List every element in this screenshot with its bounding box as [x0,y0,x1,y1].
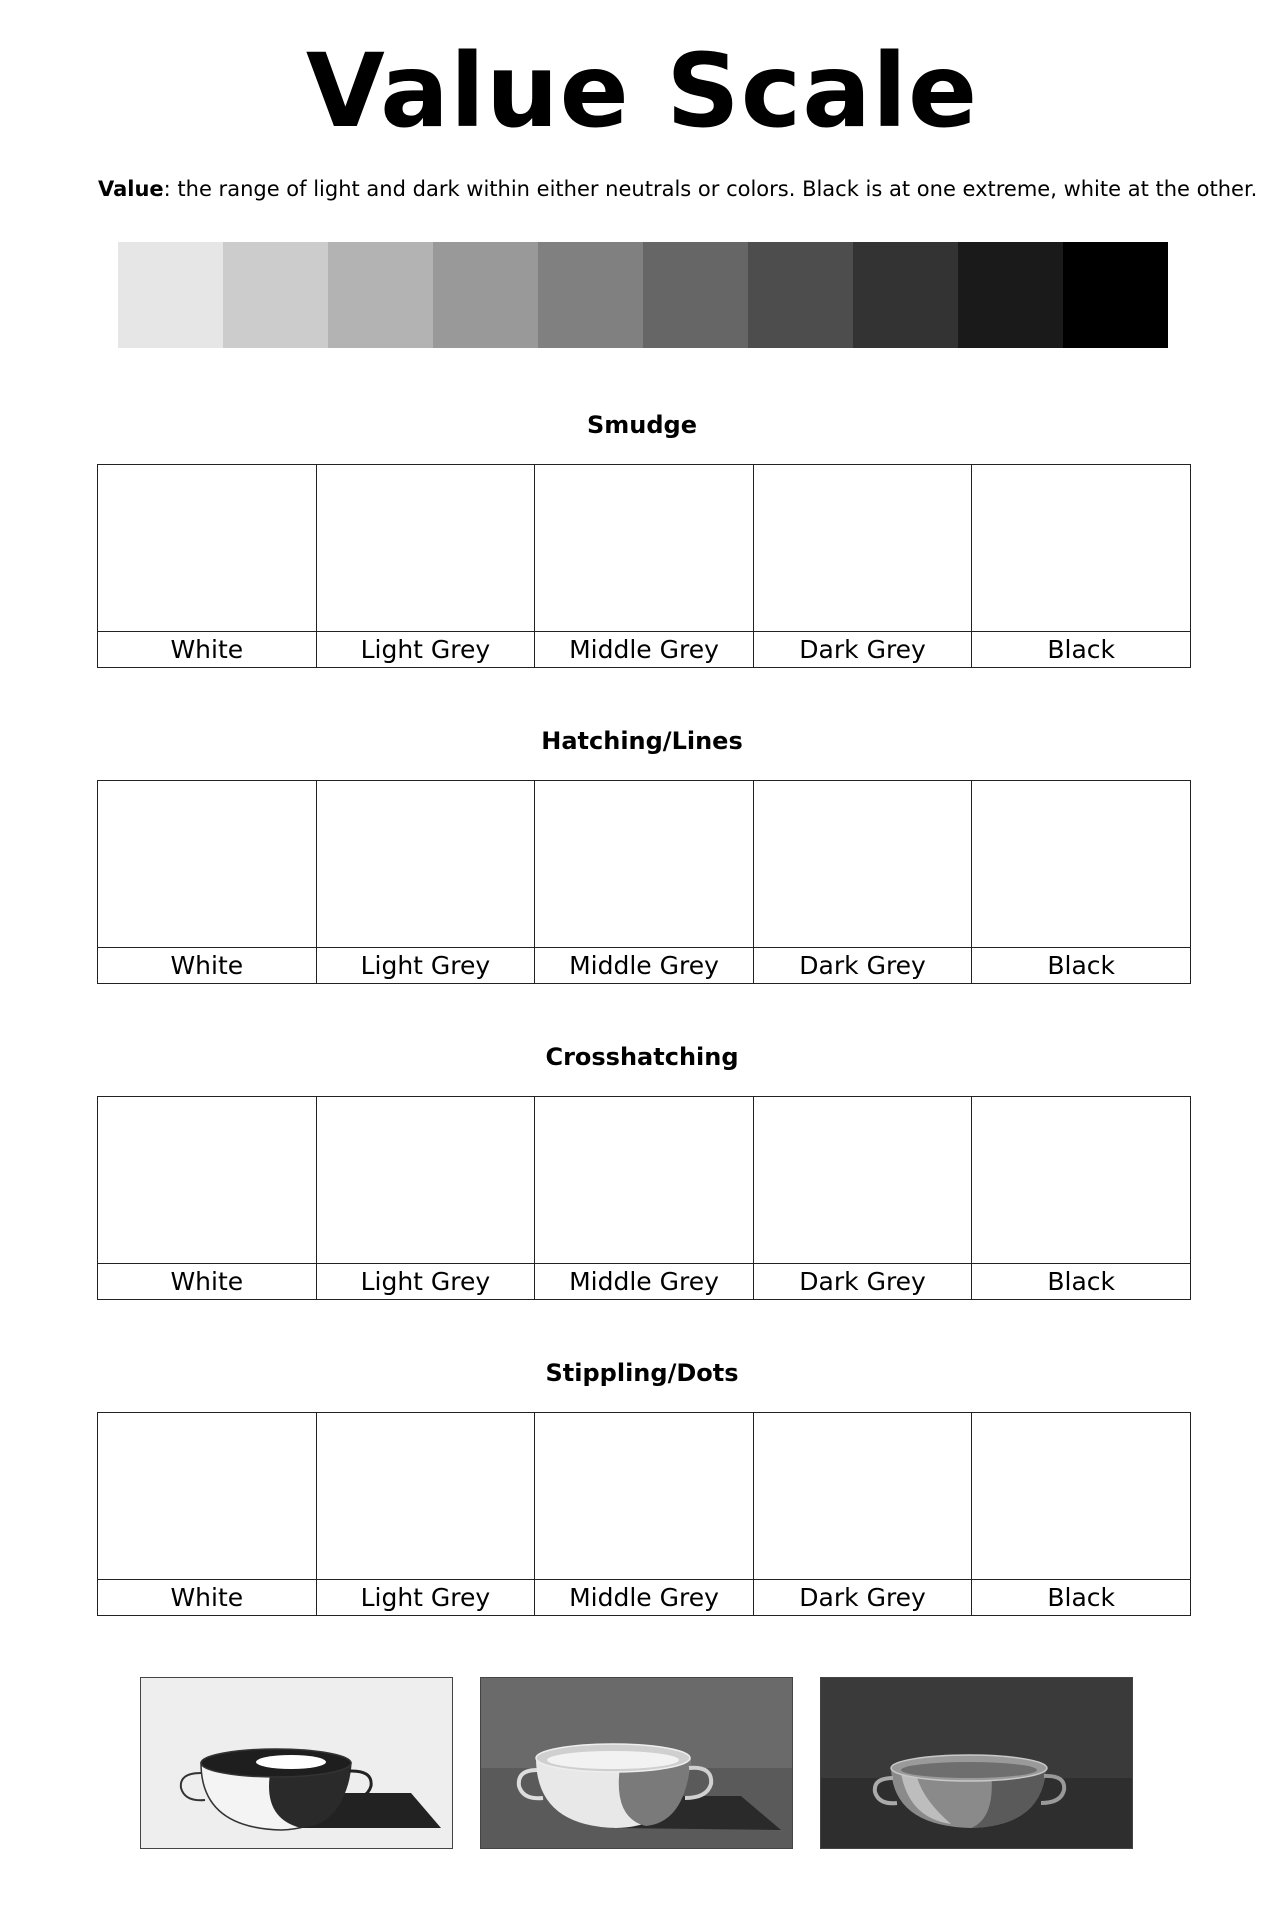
practice-box-light-grey[interactable] [317,1097,536,1263]
box-label: Dark Grey [754,632,973,667]
section-title-crosshatching: Crosshatching [545,1043,739,1071]
practice-box-black[interactable] [972,1413,1190,1579]
box-label: White [98,632,317,667]
box-label: Black [1047,951,1115,980]
example-drawings [0,1677,1284,1851]
value-swatch-3 [328,242,433,348]
value-swatch-8 [853,242,958,348]
section-title-hatching: Hatching/Lines [541,727,743,755]
value-swatch-6 [643,242,748,348]
value-swatch-5 [538,242,643,348]
cup-sketch-mid-image [480,1677,793,1849]
box-label: Middle Grey [535,948,754,983]
practice-box-dark-grey[interactable] [754,465,973,631]
practice-box-black[interactable] [972,465,1190,631]
practice-box-white[interactable] [98,1413,317,1579]
box-label: Black [1047,1267,1115,1296]
value-swatch-2 [223,242,328,348]
practice-box-light-grey[interactable] [317,465,536,631]
practice-box-white[interactable] [98,1097,317,1263]
cup-sketch-dark-image [820,1677,1133,1849]
box-label: Black [1047,635,1115,664]
value-swatch-1 [118,242,223,348]
box-label: Middle Grey [535,1580,754,1615]
practice-box-dark-grey[interactable] [754,781,973,947]
box-label: White [98,948,317,983]
value-swatch-10 [1063,242,1168,348]
box-label: Light Grey [317,1580,536,1615]
box-label: Middle Grey [535,632,754,667]
box-label: Middle Grey [535,1264,754,1299]
practice-box-middle-grey[interactable] [535,781,754,947]
practice-box-light-grey[interactable] [317,781,536,947]
section-title-stippling: Stippling/Dots [545,1359,739,1387]
value-swatch-4 [433,242,538,348]
practice-box-black[interactable] [972,781,1190,947]
practice-box-white[interactable] [98,465,317,631]
box-label: Dark Grey [754,1264,973,1299]
practice-box-light-grey[interactable] [317,1413,536,1579]
smudge-grid [97,464,1191,668]
value-swatch-7 [748,242,853,348]
cup-sketch-light-image [140,1677,453,1849]
practice-box-black[interactable] [972,1097,1190,1263]
crosshatching-grid [97,1096,1191,1300]
value-definition [98,174,1258,204]
hatching-grid [97,780,1191,984]
box-label: White [98,1264,317,1299]
stippling-grid [97,1412,1191,1616]
box-label: Black [1047,1583,1115,1612]
value-gradient-bar [118,242,1168,348]
practice-box-dark-grey[interactable] [754,1413,973,1579]
definition-term: Value [98,177,164,201]
box-label: Light Grey [317,948,536,983]
section-title-smudge: Smudge [586,411,697,439]
practice-box-white[interactable] [98,781,317,947]
page-title: Value Scale [305,32,979,151]
practice-box-middle-grey[interactable] [535,1097,754,1263]
definition-text: : the range of light and dark within either neutrals or colors. Black is at one extreme, white at the other. [163,177,1258,201]
box-label: Light Grey [317,632,536,667]
practice-box-middle-grey[interactable] [535,1413,754,1579]
practice-box-dark-grey[interactable] [754,1097,973,1263]
box-label: Dark Grey [754,948,973,983]
value-swatch-9 [958,242,1063,348]
box-label: Dark Grey [754,1580,973,1615]
box-label: Light Grey [317,1264,536,1299]
practice-box-middle-grey[interactable] [535,465,754,631]
box-label: White [98,1580,317,1615]
